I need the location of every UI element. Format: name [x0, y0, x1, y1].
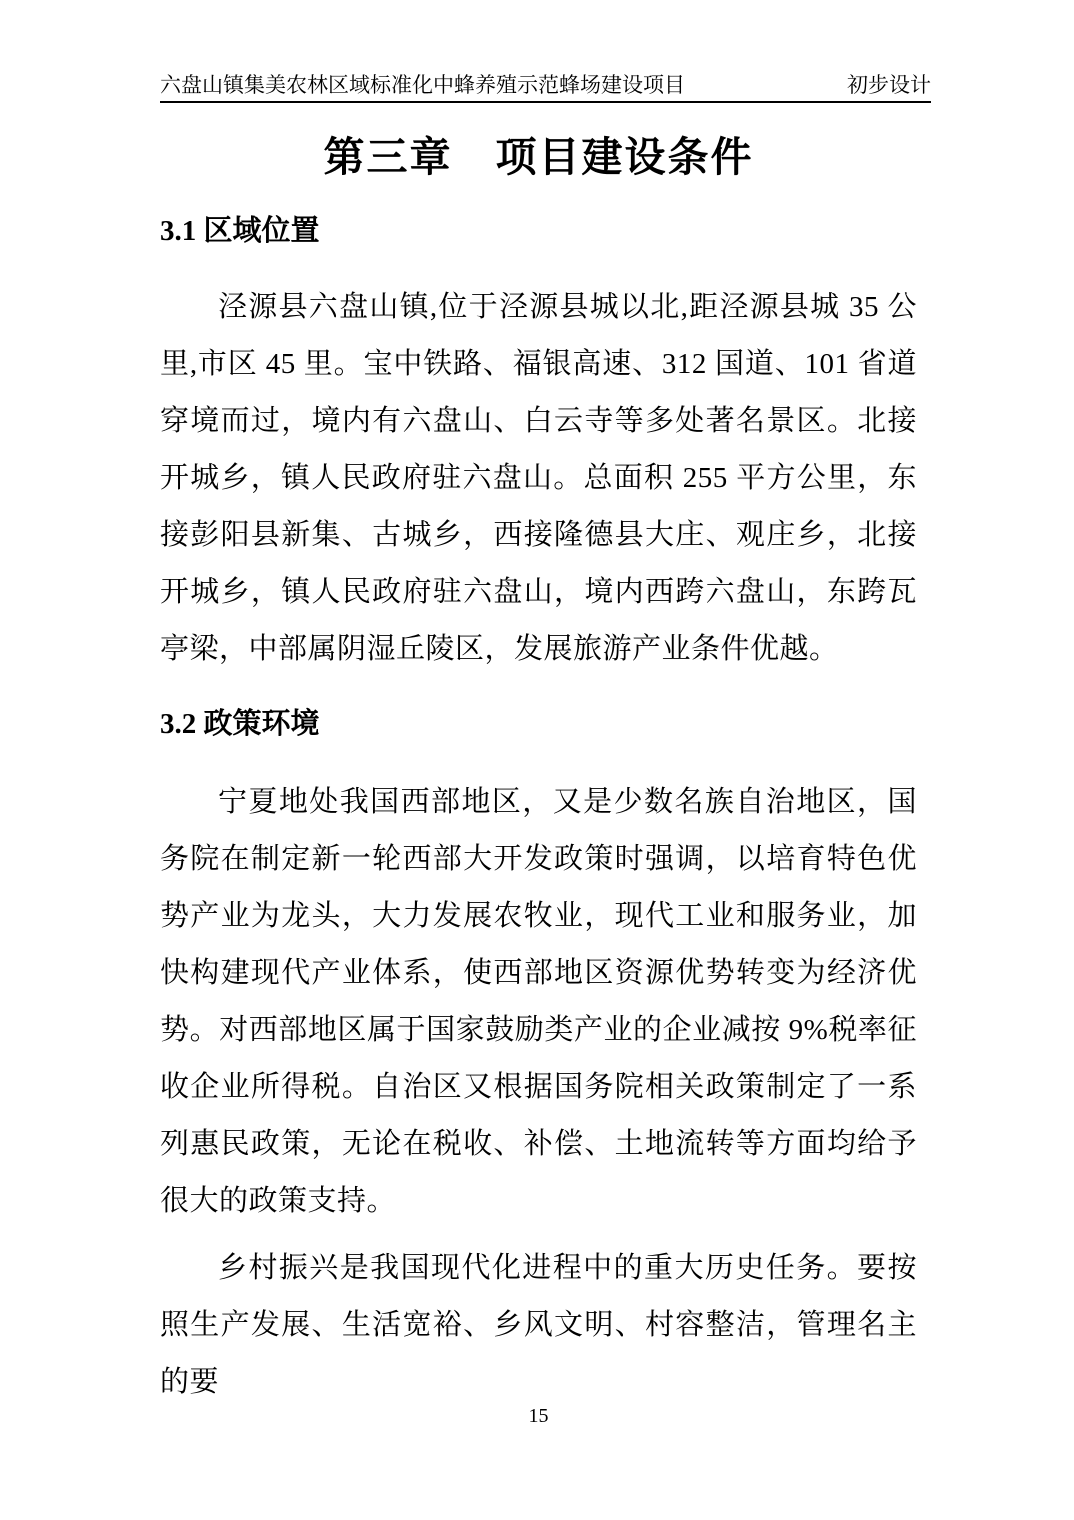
- paragraph-region-location: 泾源县六盘山镇,位于泾源县城以北,距泾源县城 35 公里,市区 45 里。宝中铁路、福银高速、312 国道、101 省道穿境而过，境内有六盘山、白云寺等多处著名景区。北接开城乡，镇人民政府驻六盘山。总面积 255 平方公里，东接彭阳县新集、古城乡，西接隆德县大庄、观庄乡，北接开城乡，镇人民政府驻六盘山，境内西跨六盘山，东跨瓦亭梁，中部属阴湿丘陵区，发展旅游产业条件优越。: [160, 291, 917, 665]
- section-heading-3-2: 3.2 政策环境: [160, 708, 320, 740]
- header-doc-type: 初步设计: [847, 73, 931, 97]
- page-header: [160, 72, 931, 103]
- chapter-title: 第三章 项目建设条件: [323, 134, 754, 180]
- section-heading-3-1: 3.1 区域位置: [160, 215, 320, 247]
- paragraph-rural-revitalization: 乡村振兴是我国现代化进程中的重大历史任务。要按照生产发展、生活宽裕、乡风文明、村容整洁，管理名主的要: [160, 1252, 917, 1398]
- header-project-title: 六盘山镇集美农林区域标准化中蜂养殖示范蜂场建设项目: [160, 73, 685, 97]
- page-number: 15: [528, 1405, 549, 1427]
- paragraph-policy-environment: 宁夏地处我国西部地区，又是少数名族自治地区，国务院在制定新一轮西部大开发政策时强调，以培育特色优势产业为龙头，大力发展农牧业，现代工业和服务业，加快构建现代产业体系，使西部地区资源优势转变为经济优势。对西部地区属于国家鼓励类产业的企业减按 9%税率征收企业所得税。自治区又根据国务院相关政策制定了一系列惠民政策，无论在税收、补偿、土地流转等方面均给予很大的政策支持。: [160, 786, 917, 1217]
